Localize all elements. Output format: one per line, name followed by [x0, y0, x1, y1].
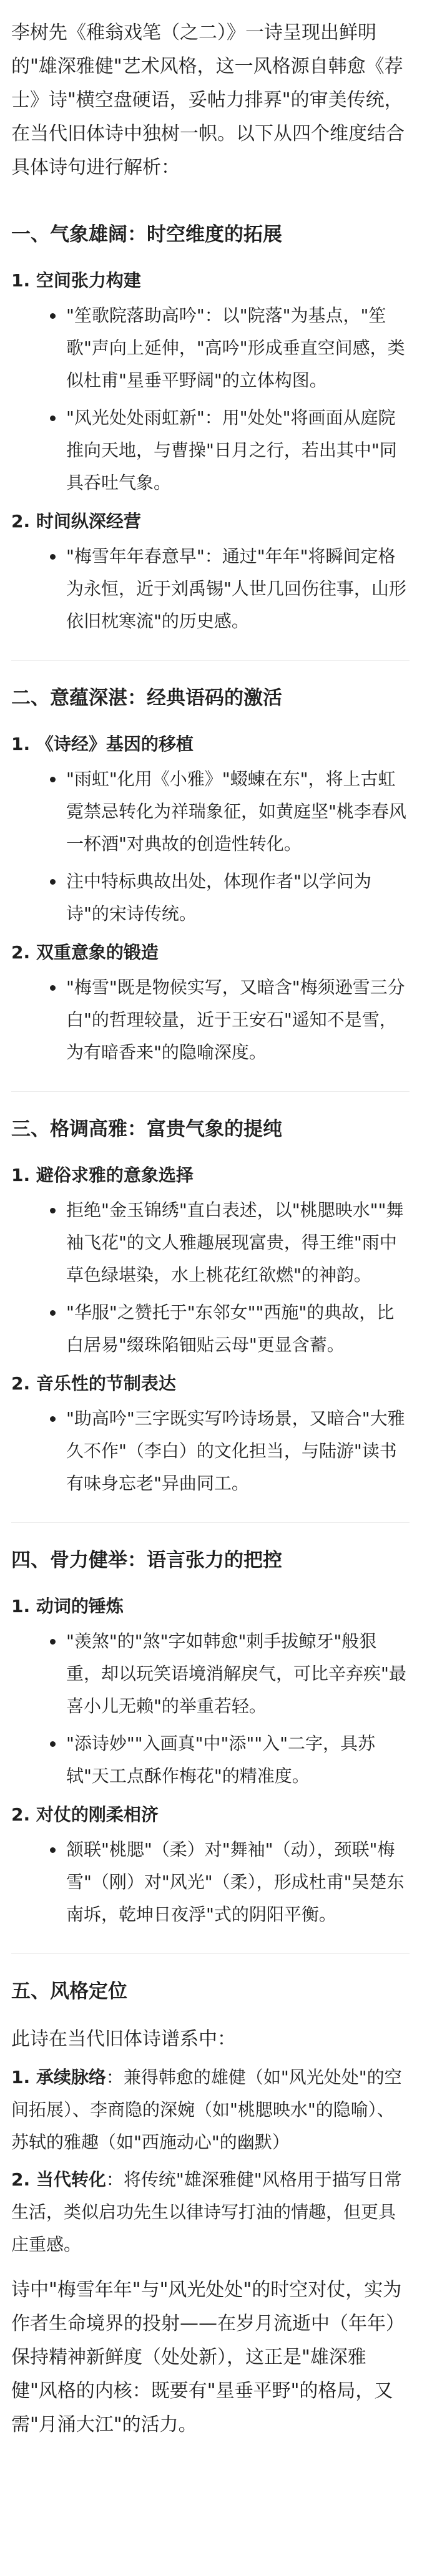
section-heading: 三、格调高雅：富贵气象的提纯	[11, 1118, 282, 1140]
section-divider	[11, 1091, 410, 1092]
bullet-list	[11, 1834, 410, 1931]
section-divider	[11, 1953, 410, 1954]
section-heading: 五、风格定位	[11, 1980, 127, 2003]
section-lead: 此诗在当代旧体诗谱系中：	[11, 2028, 236, 2050]
bullet-list	[11, 1625, 410, 1792]
list-item-text: ：兼得韩愈的雄健（如"风光处处"的空间拓展）、李商隐的深婉（如"桃腮映水"的隐喻）、苏轼的雅趣（如"西施动心"的幽默）	[11, 2067, 402, 2152]
sub-heading: 2. 双重意象的锻造	[11, 942, 159, 963]
sub-heading: 2. 时间纵深经营	[11, 511, 141, 532]
bullet-item: "华服"之赞托于"东邻女""西施"的典故，比白居易"缀珠陷钿贴云母"更显含蓄。	[11, 1296, 410, 1361]
bullet-list	[11, 299, 410, 499]
section	[11, 683, 410, 1069]
bullet-item: "梅雪"既是物候实写，又暗含"梅须逊雪三分白"的哲理较量，近于王安石"遥知不是雪，为有暗香来"的隐喻深度。	[11, 971, 410, 1069]
section	[11, 220, 410, 638]
section	[11, 1545, 410, 1931]
list-item	[11, 2164, 410, 2261]
bullet-item: 颔联"桃腮"（柔）对"舞袖"（动），颈联"梅雪"（刚）对"风光"（柔），形成杜甫"吴楚东南坼，乾坤日夜浮"式的阴阳平衡。	[11, 1834, 410, 1931]
sub-heading: 1. 空间张力构建	[11, 270, 141, 291]
sub-heading: 1. 避俗求雅的意象选择	[11, 1165, 194, 1185]
section-heading: 二、意蕴深湛：经典语码的激活	[11, 687, 282, 709]
bullet-item: "雨虹"化用《小雅》"蝃蝀在东"，将上古虹霓禁忌转化为祥瑞象征，如黄庭坚"桃李春风一杯酒"对典故的创造性转化。	[11, 763, 410, 860]
sub-heading: 1. 《诗经》基因的移植	[11, 734, 194, 754]
section-heading: 一、气象雄阔：时空维度的拓展	[11, 223, 282, 246]
bullet-item: "添诗妙""入画真"中"添""入"二字，具苏轼"天工点酥作梅花"的精准度。	[11, 1728, 410, 1792]
sub-heading: 1. 动词的锤炼	[11, 1596, 124, 1616]
bullet-item: "风光处处雨虹新"：用"处处"将画面从庭院推向天地，与曹操"日月之行，若出其中"同具吞吐气象。	[11, 402, 410, 499]
bullet-list	[11, 971, 410, 1069]
list-item-text: ：将传统"雄深雅健"风格用于描写日常生活，类似启功先生以律诗写打油的情趣，但更具庄重感。	[11, 2169, 402, 2255]
list-item-label: 2. 当代转化	[11, 2169, 106, 2190]
section	[11, 1114, 410, 1500]
section-heading: 四、骨力健举：语言张力的把控	[11, 1549, 282, 1572]
closing-paragraph: 诗中"梅雪年年"与"风光处处"的时空对仗，实为作者生命境界的投射——在岁月流逝中（年年）保持精神新鲜度（处处新），这正是"雄深雅健"风格的内核：既要有"星垂平野"的格局，又需"月涌大江"的活力。	[11, 2279, 405, 2436]
bullet-item: 拒绝"金玉锦绣"直白表述，以"桃腮映水""舞袖飞花"的文人雅趣展现富贵，得王维"雨中草色绿堪染，水上桃花红欲燃"的神韵。	[11, 1194, 410, 1291]
bullet-list	[11, 540, 410, 638]
bullet-list	[11, 1194, 410, 1361]
section-divider	[11, 660, 410, 661]
bullet-list	[11, 763, 410, 930]
section-style-positioning	[11, 1976, 410, 2442]
sections-container	[11, 220, 410, 1954]
intro-paragraph: 李树先《稚翁戏笔（之二）》一诗呈现出鲜明的"雄深雅健"艺术风格，这一风格源自韩愈《荐士》诗"横空盘硬语，妥帖力排奡"的审美传统，在当代旧体诗中独树一帜。以下从四个维度结合具体诗句进行解析：	[11, 22, 405, 178]
list-item	[11, 2061, 410, 2159]
bullet-list	[11, 1402, 410, 1500]
sub-heading: 2. 对仗的刚柔相济	[11, 1804, 159, 1825]
sub-heading: 2. 音乐性的节制表达	[11, 1373, 176, 1394]
bullet-item: "梅雪年年春意早"：通过"年年"将瞬间定格为永恒，近于刘禹锡"人世几回伤往事，山形依旧枕寒流"的历史感。	[11, 540, 410, 638]
bullet-item: "助高吟"三字既实写吟诗场景，又暗合"大雅久不作"（李白）的文化担当，与陆游"读书有味身忘老"异曲同工。	[11, 1402, 410, 1500]
section-divider	[11, 1522, 410, 1523]
bullet-item: 注中特标典故出处，体现作者"以学问为诗"的宋诗传统。	[11, 865, 410, 930]
list-item-label: 1. 承续脉络	[11, 2067, 106, 2088]
bullet-item: "羡煞"的"煞"字如韩愈"刺手拔鲸牙"般狠重，却以玩笑语境消解戾气，可比辛弃疾"最喜小儿无赖"的举重若轻。	[11, 1625, 410, 1723]
bullet-item: "笙歌院落助高吟"：以"院落"为基点，"笙歌"声向上延伸，"高吟"形成垂直空间感，类似杜甫"星垂平野阔"的立体构图。	[11, 299, 410, 397]
